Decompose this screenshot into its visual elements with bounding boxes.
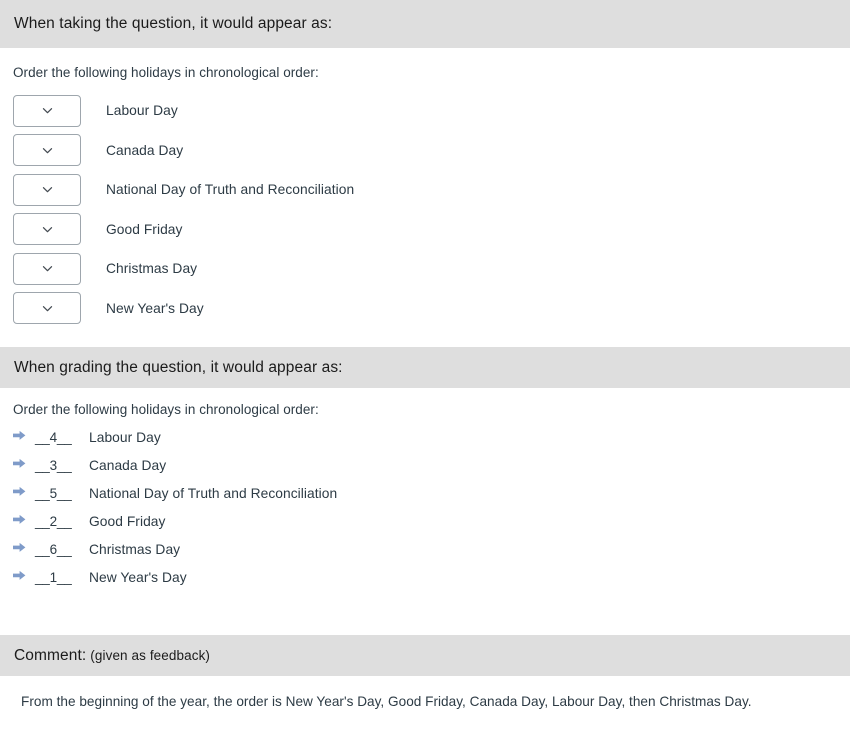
grading-answer-list [13, 430, 850, 598]
taking-answer-list [13, 91, 850, 328]
table-row [13, 570, 850, 598]
holiday-label: Good Friday [89, 514, 166, 529]
order-value: __2__ [35, 514, 72, 529]
comment-section-body [0, 676, 850, 709]
list-item [13, 91, 850, 131]
grading-section-title: When grading the question, it would appear as: [14, 358, 343, 376]
taking-question-prompt: Order the following holidays in chronological order: [13, 65, 319, 80]
grading-section-body [0, 388, 850, 598]
order-value: __1__ [35, 570, 72, 585]
holiday-label: National Day of Truth and Reconciliation [89, 486, 338, 501]
comment-sublabel: (given as feedback) [90, 647, 211, 663]
section-spacer [0, 598, 850, 635]
taking-section-header-bar [0, 0, 850, 48]
chevron-down-icon [42, 145, 53, 156]
holiday-label: Good Friday [106, 221, 183, 237]
order-select-6[interactable] [13, 292, 81, 324]
comment-feedback-text: From the beginning of the year, the order is New Year's Day, Good Friday, Canada Day, Labour Day, then Christmas Day. [21, 694, 752, 709]
holiday-label: New Year's Day [106, 300, 204, 316]
list-item [13, 170, 850, 210]
list-item [13, 210, 850, 250]
order-select-3[interactable] [13, 174, 81, 206]
comment-section-title [0, 647, 210, 665]
right-arrow-icon [13, 458, 29, 469]
chevron-down-icon [42, 224, 53, 235]
order-select-4[interactable] [13, 213, 81, 245]
right-arrow-icon [13, 430, 29, 441]
order-select-1[interactable] [13, 95, 81, 127]
table-row [13, 430, 850, 458]
chevron-down-icon [42, 105, 53, 116]
right-arrow-icon [13, 542, 29, 553]
order-select-2[interactable] [13, 134, 81, 166]
order-value: __3__ [35, 458, 72, 473]
taking-section-body [0, 48, 850, 328]
list-item [13, 289, 850, 329]
chevron-down-icon [42, 303, 53, 314]
holiday-label: Labour Day [106, 103, 178, 119]
holiday-label: National Day of Truth and Reconciliation [106, 182, 355, 198]
grading-question-prompt: Order the following holidays in chronological order: [13, 402, 319, 417]
table-row [13, 542, 850, 570]
comment-label: Comment: [14, 646, 87, 664]
right-arrow-icon [13, 514, 29, 525]
table-row [13, 514, 850, 542]
holiday-label: Christmas Day [106, 261, 198, 277]
chevron-down-icon [42, 263, 53, 274]
table-row [13, 458, 850, 486]
holiday-label: Canada Day [106, 142, 184, 158]
list-item [13, 131, 850, 171]
right-arrow-icon [13, 486, 29, 497]
holiday-label: Labour Day [89, 430, 161, 445]
list-item [13, 249, 850, 289]
right-arrow-icon [13, 570, 29, 581]
holiday-label: New Year's Day [89, 570, 187, 585]
order-value: __5__ [35, 486, 72, 501]
order-value: __6__ [35, 542, 72, 557]
grading-section-header-bar [0, 347, 850, 388]
holiday-label: Christmas Day [89, 542, 181, 557]
order-value: __4__ [35, 430, 72, 445]
taking-section-title: When taking the question, it would appear as: [14, 15, 333, 32]
table-row [13, 486, 850, 514]
section-spacer [0, 328, 850, 347]
order-select-5[interactable] [13, 253, 81, 285]
holiday-label: Canada Day [89, 458, 167, 473]
comment-section-header-bar [0, 635, 850, 676]
chevron-down-icon [42, 184, 53, 195]
